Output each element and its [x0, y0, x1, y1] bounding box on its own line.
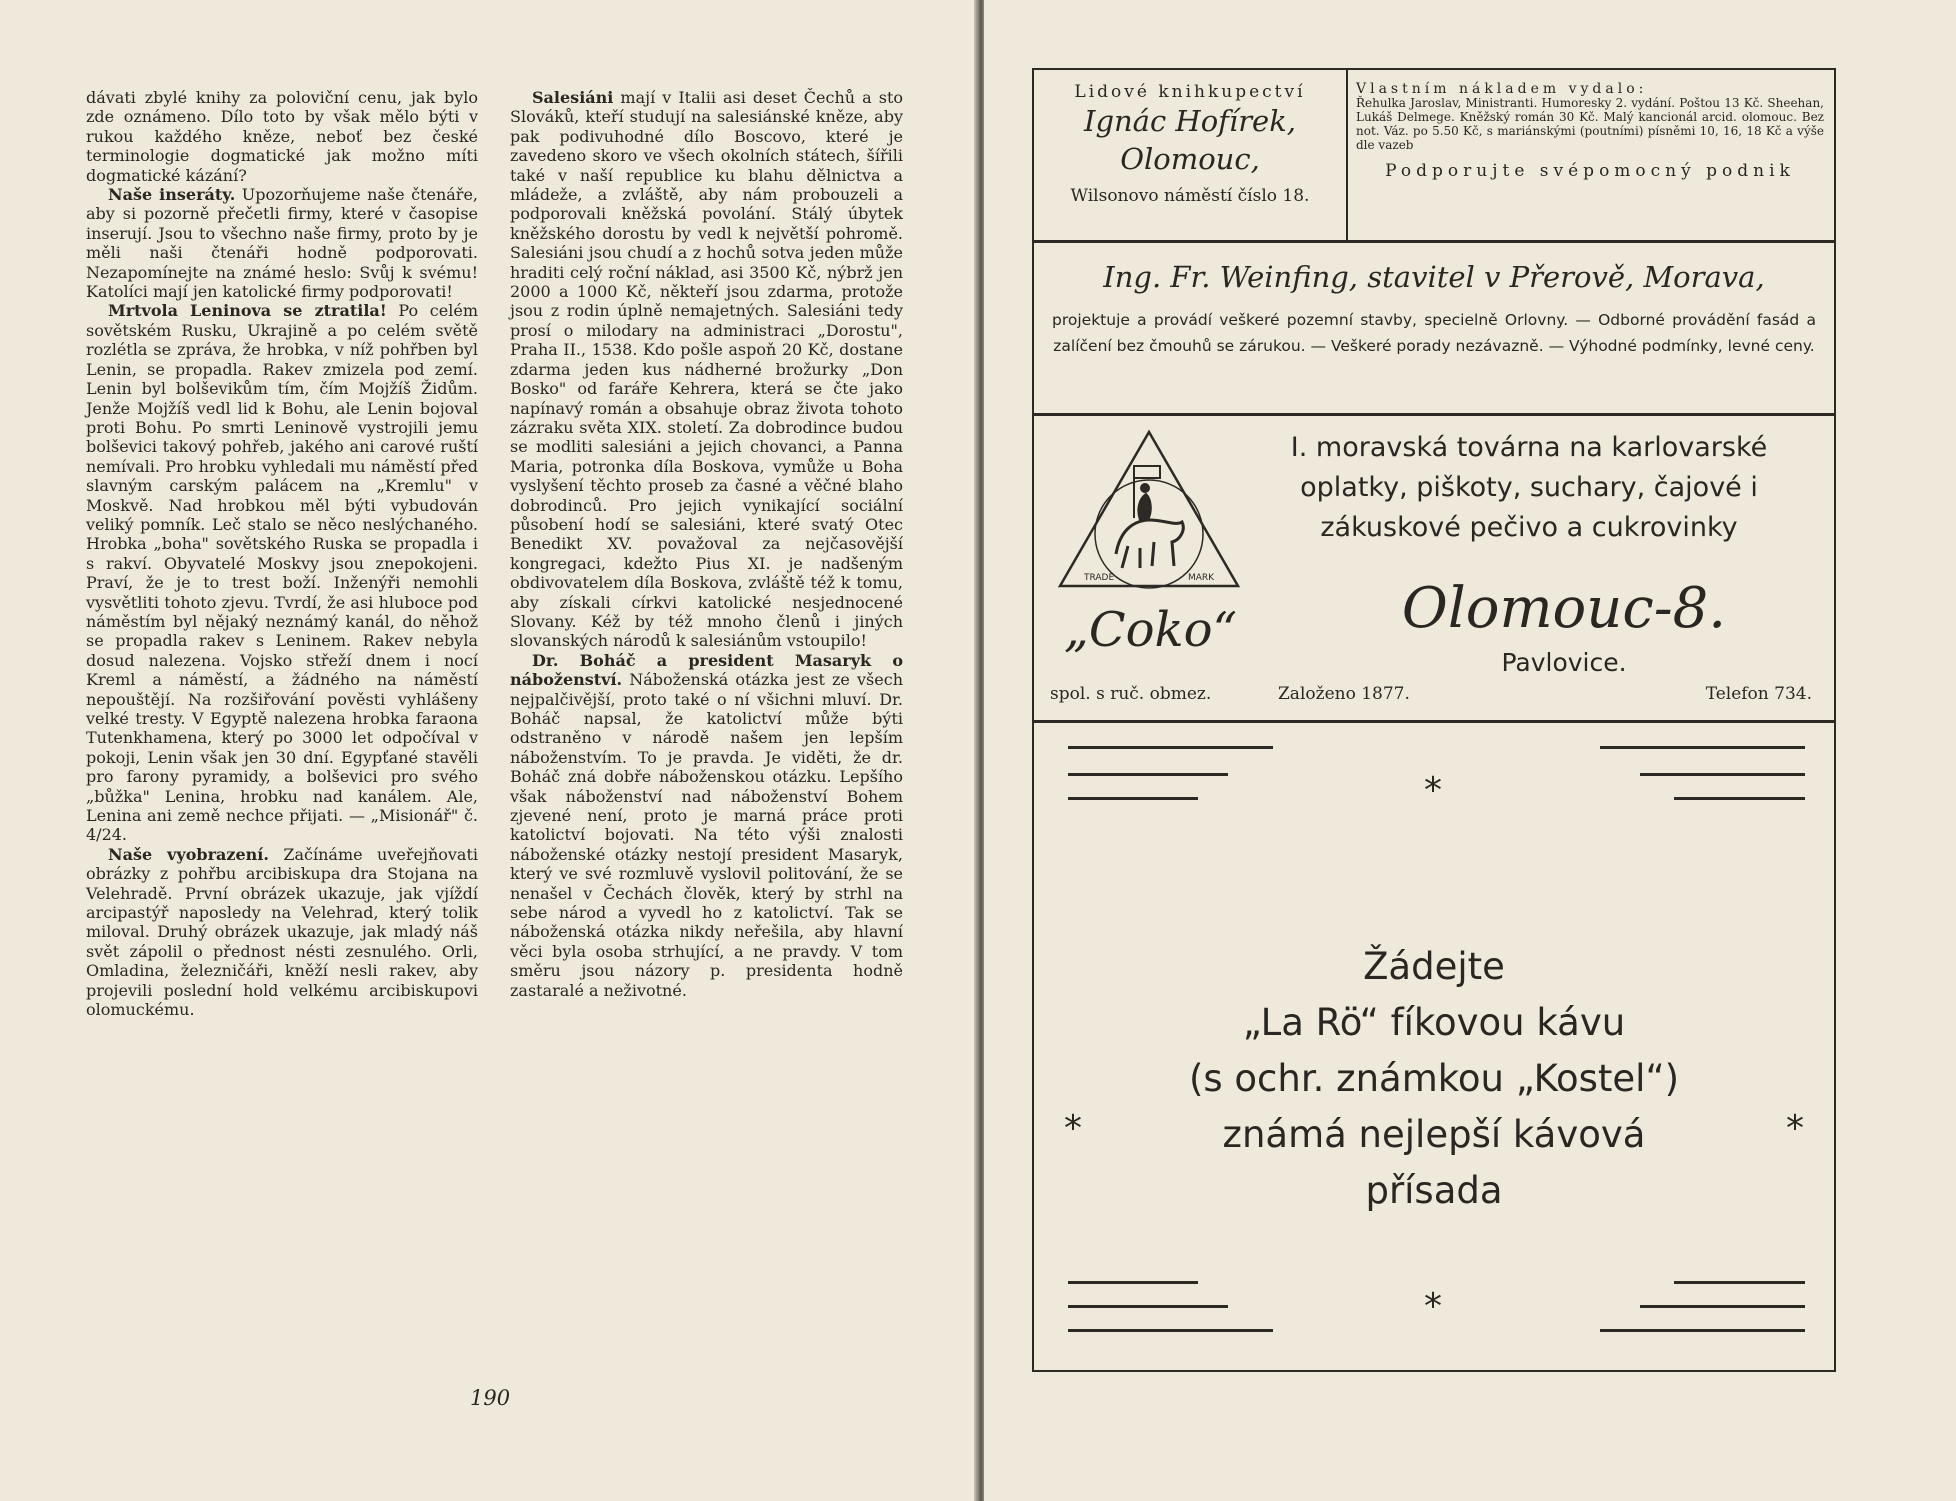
- paragraph: [510, 88, 903, 651]
- coffee-line: (s ochr. známkou „Kostel“): [1188, 1057, 1680, 1100]
- builder-title: Ing. Fr. Weinfing, stavitel v Přerově, Morava,: [1103, 260, 1765, 294]
- decorative-rule: [1068, 1329, 1273, 1332]
- paragraph: [510, 651, 903, 1000]
- bakery-founded: Založeno 1877.: [1278, 684, 1410, 704]
- decorative-rule: [1640, 773, 1805, 776]
- trademark-left-text: TRADE: [1084, 573, 1115, 583]
- ad-coffee: [1034, 723, 1834, 1370]
- star-ornament-icon: *: [1786, 1108, 1804, 1149]
- paragraph: [86, 301, 478, 844]
- text-column-left: [86, 88, 478, 1020]
- publications-list: Řehulka Jaroslav, Ministranti. Humoresky 2. vydání. Poštou 13 Kč. Sheehan, Lukáš Delmege. Kněžský román 30 Kč. Malý kancionál arcid. olomouc. Bez not. Váz. po 5.50 Kč, s mariánskými (poutními) písněmi 10, 16, 18 Kč a výše dle vazeb: [1356, 96, 1824, 152]
- decorative-rule: [1068, 1281, 1198, 1284]
- coffee-line: přísada: [1365, 1169, 1503, 1212]
- decorative-rule: [1600, 1329, 1805, 1332]
- bookshop-label: Lidové knihkupectví: [1074, 82, 1306, 102]
- decorative-rule: [1068, 1305, 1228, 1308]
- coffee-line: Žádejte: [1363, 945, 1505, 988]
- ad-bookshop: [1034, 70, 1834, 243]
- ad-builder: [1034, 243, 1834, 416]
- decorative-rule: [1640, 1305, 1805, 1308]
- right-page: [984, 0, 1956, 1501]
- paragraph-heading: Naše inseráty.: [108, 185, 236, 205]
- trademark-logo-icon: [1054, 426, 1244, 596]
- bakery-brand: „Coko“: [1064, 602, 1238, 658]
- publications-heading: Vlastním nákladem vydalo:: [1356, 81, 1648, 97]
- ad-bakery: [1034, 416, 1834, 723]
- decorative-rule: [1600, 746, 1805, 749]
- decorative-rule: [1068, 746, 1273, 749]
- bakery-phone: Telefon 734.: [1705, 684, 1812, 704]
- paragraph-heading: Salesiáni: [532, 88, 614, 107]
- bakery-district: Pavlovice.: [1501, 648, 1627, 677]
- paragraph-text: dávati zbylé knihy za poloviční cenu, jak bylo zde oznámeno. Dílo toto by však mělo býti v rukou každého kněze, neboť bez české terminologie dogmatické jak možno míti dogmatické kázání?: [86, 88, 478, 185]
- paragraph-heading: Mrtvola Leninova se ztratila!: [108, 301, 387, 321]
- page-number: 190: [470, 1386, 511, 1410]
- paragraph-text: mají v Italii asi deset Čechů a sto Slováků, kteří studují na salesiánské kněze, aby pak podivuhodné dílo Boscovo, které je zavedeno skoro ve všech okolních státech, šířili také v naší republice ku blahu dělnictva a mládeže, a zvláště, aby nám probouzeli a podporovali kněžská povolání. Stálý úbytek kněžského dorostu by vedl k největší pohromě. Salesiáni jsou chudí a z hochů sotva jeden může hraditi celý roční náklad, asi 3500 Kč, nýbrž jen 2000 a 1000 Kč, někteří jsou zdarma, protože jsou z rodin úplně nemajetných. Salesiáni tedy prosí o milodary na administraci „Dorostu", Praha II., 1538. Kdo pošle aspoň 20 Kč, dostane zdarma jeden kus nádherné brožurky „Don Bosko" od faráře Kehrera, která se čte jako napínavý román a obsahuje obraz života tohoto zázraku světa XIX. století. Za dobrodince budou se modliti salesiáni a jejich chovanci, a Panna Maria, potronka díla Boskova, vymůže u Boha vyslyšení těchto proseb za časné a věčné blaho dobrodinců. Pro jejich vynikající sociální působení hodí se salesiáni, které svatý Otec Benedikt XV. považoval za nejčasovější kongregaci, kdežto Pius XI. je nadšeným obdivovatelem díla Boskova, zvláště též k tomu, aby získali církvi katolické nesjednocené Slovany. Kéž by též mnoho členů i jiných slovanských národů k salesiánům vstoupilo!: [510, 88, 903, 651]
- coffee-ad-text: [1154, 939, 1714, 1219]
- advertisement-frame: [1032, 68, 1836, 1372]
- text-column-right: [510, 88, 903, 1000]
- paragraph-text: Náboženská otázka jest ze všech nejpalčivější, proto také o ní všichni mluví. Dr. Boháč napsal, že katolictví může býti odstraněno v národě našem jen lepším náboženstvím. To je pravda. Je viděti, že dr. Boháč zná dobře náboženskou otázku. Lepšího však náboženství nad náboženství Bohem zjevené není, proto je marná práce proti katolictví bojovati. Na této výši znalosti náboženské otázky nestojí president Masaryk, který ve své rozmluvě vyslovil politování, že se nenašel v Čechách člověk, který by strhl na sebe národ a vyvedl ho z katolictví. Tak se náboženská otázka nikdy neřešila, aby hlavní věci byla osoba strhující, a ne pravdy. V tom směru jsou názory p. presidenta hodně zastaralé a neživotné.: [510, 670, 903, 1000]
- bakery-company-type: spol. s ruč. obmez.: [1050, 684, 1212, 704]
- decorative-rule: [1674, 797, 1805, 800]
- paragraph-heading: Dr. Boháč a president Masaryk o náboženství.: [510, 650, 903, 690]
- star-ornament-icon: *: [1424, 1286, 1442, 1327]
- bookshop-slogan: Podporujte svépomocný podnik: [1385, 161, 1795, 181]
- builder-text: projektuje a provádí veškeré pozemní stavby, specielně Orlovny. — Odborné provádění fasád a zalíčení bez čmouhů se zárukou. — Veškeré porady nezávazně. — Výhodné podmínky, levné ceny.: [1052, 311, 1816, 355]
- paragraph: [86, 88, 478, 185]
- bookshop-publications: [1356, 81, 1824, 181]
- bookshop-info: [1034, 82, 1346, 206]
- bookshop-city: Olomouc,: [1120, 142, 1260, 176]
- paragraph: [86, 845, 478, 1020]
- decorative-rule: [1068, 797, 1198, 800]
- bookshop-owner: Ignác Hofírek,: [1083, 104, 1297, 138]
- coffee-line: známá nejlepší kávová: [1222, 1113, 1646, 1156]
- coffee-line: „La Rö“ fíkovou kávu: [1242, 1001, 1626, 1044]
- paragraph-text: Začínáme uveřejňovati obrázky z pohřbu arcibiskupa dra Stojana na Velehradě. První obrázek ukazuje, jak vjíždí arcipastýř naposledy na Velehrad, který tolik miloval. Druhý obrázek ukazuje, jak mladý náš svět zápolil o přednost nésti zesnulého. Orli, Omladina, železničáři, kněží nesli rakev, aby projevili poslední hold velkému arcibiskupovi olomuckému.: [86, 844, 479, 1020]
- star-ornament-icon: *: [1424, 770, 1442, 811]
- decorative-rule: [1068, 773, 1228, 776]
- paragraph-heading: Naše vyobrazení.: [108, 844, 269, 864]
- paragraph-text: Po celém sovětském Rusku, Ukrajině a po celém světě rozlétla se zpráva, že hrobka, v níž pohřben byl Lenin, se propadla. Rakev zmizela pod zemí. Lenin byl bolševikům tím, čím Mojžíš Židům. Jenže Mojžíš vedl lid k Bohu, ale Lenin bojoval proti Bohu. Po smrti Leninově vystrojili jemu bolševici takový pohřeb, jakého ani carové ruští nemívali. Pro hrobku vyhledali mu náměstí před slavným carským palácem na „Kremlu" v Moskvě. Nad hrobkou měl býti vybudován veliký pomník. Leč stalo se něco neslýchaného. Hrobka „boha" sovětského Ruska se propadla i s rakví. Obyvatelé Moskvy jsou znepokojeni. Praví, že je to trest boží. Inženýři nemohli vysvětliti tohoto zjevu. Tvrdí, že asi hluboce pod náměstím byl nějaký neznámý kanál, do něhož se propadla rakev s Leninem. Rakev nebyla dosud nalezena. Vojsko střeží dnem i nocí Kreml a náměstí, a žádného na náměstí nepouštějí. Na rozšiřování pověsti vyhlášeny velké tresty. V Egyptě nalezena hrobka faraona Tutenkhamena, který po 3000 let odpočíval v pokoji, Lenin však jen 30 dní. Egypťané stavěli pro farony pyramidy, a bolševici pro svého „bůžka" Lenina, hrobku nad kanálem. Ale, Lenina ani země nechce přijati. — „Misionář" č. 4/24.: [86, 301, 478, 845]
- bookshop-address: Wilsonovo náměstí číslo 18.: [1070, 186, 1310, 206]
- bakery-city: Olomouc-8.: [1401, 576, 1727, 641]
- paragraph-text: Upozorňujeme naše čtenáře, aby si pozorně přečetli firmy, které v časopise inserují. Jsou to všechno naše firmy, proto by je měli naši čtenáři hodně podporovati. Nezapomínejte na známé heslo: Svůj k svému! Katolíci mají jen katolické firmy podporovati!: [86, 185, 478, 302]
- bakery-title: I. moravská továrna na karlovarské oplatky, piškoty, suchary, čajové i zákuskové pečivo a cukrovinky: [1290, 432, 1768, 543]
- paragraph: [86, 185, 478, 301]
- decorative-rule: [1674, 1281, 1805, 1284]
- star-ornament-icon: *: [1064, 1108, 1082, 1149]
- trademark-right-text: MARK: [1188, 573, 1215, 583]
- divider: [1346, 70, 1348, 240]
